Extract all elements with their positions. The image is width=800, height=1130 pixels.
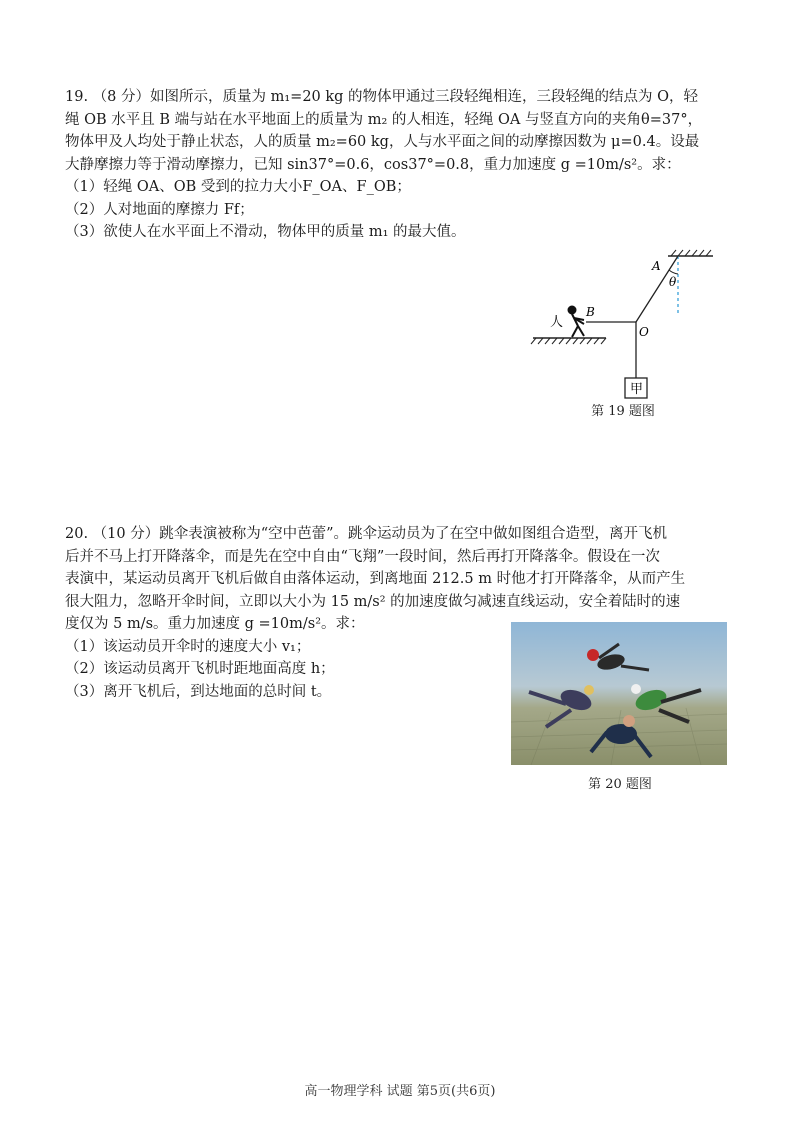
problem-20-question-2: （2）该运动员离开飞机时距地面高度 h； — [65, 661, 335, 677]
problem-20-line-1: 20. （10 分）跳伞表演被称为“空中芭蕾”。跳伞运动员为了在空中做如图组合造型，离开飞机 — [65, 526, 668, 542]
block-jia-label: 甲 — [630, 382, 644, 397]
ground-hatch — [531, 338, 606, 344]
label-O: O — [639, 325, 649, 339]
problem-19-line-3: 物体甲及人均处于静止状态，人的质量 m₂=60 kg，人与水平面之间的动摩擦因数为 μ=0.4。设最 — [65, 134, 700, 150]
person-figure — [569, 307, 585, 338]
page-footer: 高一物理学科 试题 第5页(共6页) — [304, 1084, 496, 1099]
problem-19-question-3: （3）欲使人在水平面上不滑动，物体甲的质量 m₁ 的最大值。 — [65, 224, 466, 240]
problem-20-question-1: （1）该运动员开伞时的速度大小 v₁； — [65, 638, 311, 655]
ceiling-hatch — [671, 250, 711, 256]
problem-20-line-3: 表演中，某运动员离开飞机后做自由落体运动，到离地面 212.5 m 时他才打开降落伞，从而产生 — [65, 571, 686, 587]
figure-19-diagram — [528, 248, 718, 423]
problem-19-question-2: （2）人对地面的摩擦力 Ff； — [65, 201, 254, 218]
label-A: A — [652, 259, 661, 273]
problem-19-line-2: 绳 OB 水平且 B 端与站在水平地面上的质量为 m₂ 的人相连，轻绳 OA 与竖直方向的夹角θ=37°， — [65, 111, 703, 128]
problem-19-line-1: 19. （8 分）如图所示，质量为 m₁=20 kg 的物体甲通过三段轻绳相连，三段轻绳的结点为 O，轻 — [65, 89, 699, 105]
figure-19-caption: 第 19 题图 — [591, 404, 655, 419]
label-theta: θ — [669, 275, 677, 289]
label-person: 人 — [550, 315, 564, 330]
problem-19-line-4: 大静摩擦力等于滑动摩擦力，已知 sin37°=0.6，cos37°=0.8，重力加速度 g =10m/s²。求： — [65, 156, 681, 173]
figure-20-caption: 第 20 题图 — [588, 777, 652, 792]
problem-19-question-1: （1）轻绳 OA、OB 受到的拉力大小F_OA、F_OB； — [65, 179, 411, 195]
problem-20-line-4: 很大阻力，忽略开伞时间，立即以大小为 15 m/s² 的加速度做匀减速直线运动，安全着陆时的速 — [65, 593, 681, 610]
angle-arc — [669, 270, 678, 274]
problem-19 — [65, 86, 740, 244]
problem-20-question-3: （3）离开飞机后，到达地面的总时间 t。 — [65, 683, 332, 700]
problem-20-line-5: 度仅为 5 m/s。重力加速度 g =10m/s²。求： — [65, 616, 365, 632]
problem-20-line-2: 后并不马上打开降落伞，而是先在空中自由“飞翔”一段时间，然后再打开降落伞。假设在一次 — [65, 548, 660, 565]
label-B: B — [586, 305, 595, 319]
skydivers-photo — [511, 622, 727, 765]
